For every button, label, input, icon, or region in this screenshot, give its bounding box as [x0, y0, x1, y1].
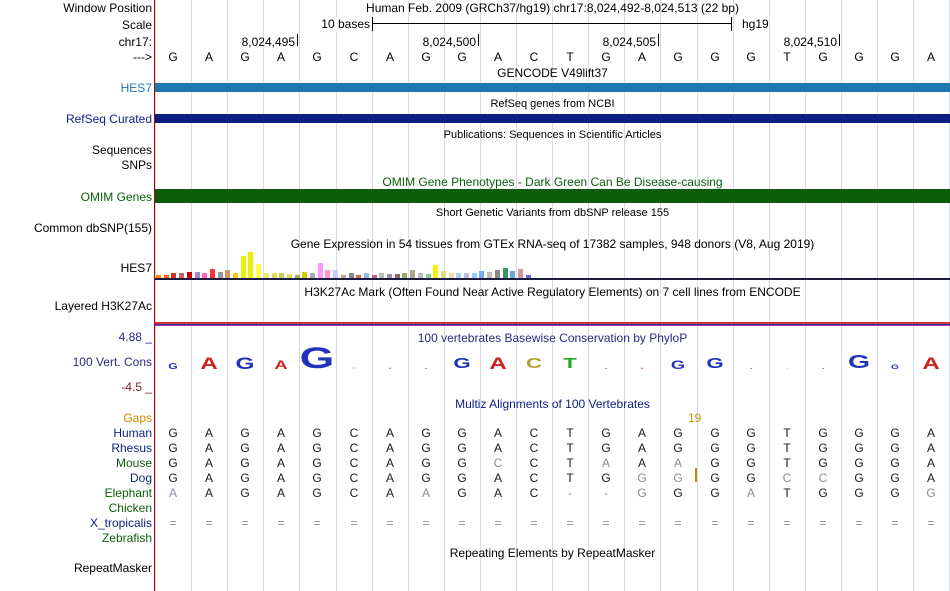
alignment-base-human: A: [926, 426, 935, 440]
alignment-base-dog: G: [637, 471, 647, 485]
alignment-base-elephant: -: [604, 486, 608, 500]
alignment-base-x_tropicalis: =: [313, 516, 321, 530]
phylop-letter: G: [453, 356, 471, 372]
alignment-base-human: G: [673, 426, 683, 440]
alignment-base-rhesus: G: [421, 441, 431, 455]
ruler-tick: [839, 34, 840, 46]
h3k27ac-track-title[interactable]: H3K27Ac Mark (Often Found Near Active Regulatory Elements) on 7 cell lines from ENCODE: [304, 285, 801, 299]
alignment-base-human: A: [204, 426, 213, 440]
track-label-vert-cons[interactable]: 100 Vert. Cons: [72, 355, 152, 369]
alignment-base-x_tropicalis: =: [711, 516, 719, 530]
alignment-base-elephant: A: [385, 486, 394, 500]
alignment-base-mouse: G: [854, 456, 864, 470]
alignment-base-rhesus: T: [783, 441, 791, 455]
alignment-base-elephant: A: [204, 486, 213, 500]
track-label-window-position[interactable]: Window Position: [63, 1, 152, 15]
alignment-base-dog: A: [276, 471, 285, 485]
phylop-letter: G: [168, 362, 178, 371]
alignment-base-human: G: [710, 426, 720, 440]
alignment-base-mouse: A: [204, 456, 213, 470]
phylop-letter: G: [604, 368, 608, 370]
alignment-base-dog: G: [746, 471, 756, 485]
gtex-tissue-bar[interactable]: [441, 271, 446, 278]
alignment-base-human: A: [385, 426, 394, 440]
ruler-tick-label: 8,024,495: [241, 35, 295, 49]
base-letter: G: [421, 50, 431, 64]
alignment-base-rhesus: G: [818, 441, 828, 455]
gtex-tissue-bar[interactable]: [518, 269, 523, 278]
alignment-base-rhesus: A: [276, 441, 285, 455]
alignment-base-rhesus: T: [566, 441, 574, 455]
alignment-base-mouse: C: [349, 456, 359, 470]
track-label-strand[interactable]: --->: [133, 50, 152, 64]
phylop-letter: A: [640, 368, 644, 370]
ruler-tick: [478, 34, 479, 46]
alignment-base-dog: G: [710, 471, 720, 485]
alignment-base-x_tropicalis: =: [169, 516, 177, 530]
track-label-gaps[interactable]: Gaps: [123, 411, 152, 425]
phylop-letter: T: [563, 356, 577, 372]
track-label-scale[interactable]: Scale: [121, 18, 152, 32]
publications-track-title[interactable]: Publications: Sequences in Scientific Articles: [443, 129, 662, 141]
alignment-base-x_tropicalis: =: [674, 516, 682, 530]
alignment-base-human: G: [890, 426, 900, 440]
position-title: Human Feb. 2009 (GRCh37/hg19) chr17:8,024,492-8,024,513 (22 bp): [366, 1, 739, 15]
alignment-base-x_tropicalis: =: [422, 516, 430, 530]
alignment-base-mouse: G: [818, 456, 828, 470]
gtex-track-title[interactable]: Gene Expression in 54 tissues from GTEx RNA-seq of 17382 samples, 948 donors (V8, Aug 2019): [290, 237, 815, 251]
phylop-letter: C: [352, 367, 356, 370]
alignment-base-rhesus: C: [349, 441, 359, 455]
alignment-base-elephant: A: [493, 486, 502, 500]
gtex-tissue-bar[interactable]: [248, 252, 253, 278]
phylop-track-title[interactable]: 100 vertebrates Basewise Conservation by PhyloP: [417, 331, 688, 345]
alignment-base-dog: G: [240, 471, 250, 485]
alignment-base-mouse: A: [276, 456, 285, 470]
alignment-base-elephant: G: [637, 486, 647, 500]
alignment-base-human: A: [493, 426, 502, 440]
alignment-base-x_tropicalis: =: [277, 516, 285, 530]
gtex-tissue-bar[interactable]: [241, 256, 246, 278]
alignment-base-rhesus: G: [168, 441, 178, 455]
alignment-base-elephant: G: [673, 486, 683, 500]
omim-feature[interactable]: [155, 189, 950, 203]
track-label-rhesus[interactable]: Rhesus: [111, 441, 152, 455]
base-letter: T: [566, 50, 574, 64]
alignment-base-x_tropicalis: =: [530, 516, 538, 530]
track-label-sequences[interactable]: Sequences: [91, 143, 152, 157]
track-label-human[interactable]: Human: [113, 426, 152, 440]
alignment-base-rhesus: G: [673, 441, 683, 455]
phylop-letter: G: [235, 355, 255, 373]
insertion-marker: [695, 468, 697, 482]
alignment-base-mouse: G: [240, 456, 250, 470]
alignment-base-x_tropicalis: =: [602, 516, 610, 530]
alignment-base-dog: G: [457, 471, 467, 485]
alignment-base-mouse: G: [168, 456, 178, 470]
alignment-base-rhesus: G: [890, 441, 900, 455]
alignment-base-dog: G: [168, 471, 178, 485]
alignment-base-elephant: C: [529, 486, 539, 500]
track-label-hes7-gtex[interactable]: HES7: [120, 261, 152, 275]
track-label-x-tropicalis[interactable]: X_tropicalis: [89, 516, 152, 530]
alignment-base-x_tropicalis: =: [205, 516, 213, 530]
alignment-base-mouse: G: [312, 456, 322, 470]
base-letter: G: [168, 50, 178, 64]
alignment-base-x_tropicalis: =: [855, 516, 863, 530]
gtex-tissue-bar[interactable]: [210, 269, 215, 278]
gtex-tissue-bar[interactable]: [256, 264, 261, 278]
base-letter: G: [457, 50, 467, 64]
phylop-letter: G: [299, 342, 335, 375]
alignment-base-rhesus: G: [854, 441, 864, 455]
base-letter: A: [637, 50, 646, 64]
phylop-letter: C: [525, 356, 543, 372]
phylop-letter: A: [922, 355, 940, 373]
gtex-tissue-bar[interactable]: [495, 270, 500, 278]
alignment-base-elephant: -: [568, 486, 572, 500]
alignment-base-elephant: A: [746, 486, 755, 500]
base-letter: G: [710, 50, 720, 64]
alignment-base-x_tropicalis: =: [494, 516, 502, 530]
alignment-base-rhesus: C: [529, 441, 539, 455]
scale-bar: [372, 17, 732, 31]
track-label-repeatmasker[interactable]: RepeatMasker: [73, 561, 152, 575]
ruler-tick-label: 8,024,500: [422, 35, 476, 49]
alignment-base-mouse: C: [529, 456, 539, 470]
track-label-zebrafish[interactable]: Zebrafish: [101, 531, 152, 545]
alignment-base-x_tropicalis: =: [386, 516, 394, 530]
alignment-base-dog: G: [312, 471, 322, 485]
base-letter: G: [746, 50, 756, 64]
alignment-base-mouse: A: [385, 456, 394, 470]
h3k27ac-signal-purple: [155, 325, 950, 326]
phylop-letter: G: [847, 352, 871, 373]
gtex-tissue-bar[interactable]: [503, 268, 508, 278]
alignment-base-dog: G: [601, 471, 611, 485]
phylop-conservation-logo[interactable]: [155, 340, 950, 376]
alignment-base-human: G: [421, 426, 431, 440]
alignment-base-rhesus: A: [493, 441, 502, 455]
base-letter: A: [204, 50, 213, 64]
alignment-base-x_tropicalis: =: [783, 516, 791, 530]
alignment-base-rhesus: A: [637, 441, 646, 455]
alignment-base-mouse: C: [493, 456, 503, 470]
alignment-base-dog: A: [385, 471, 394, 485]
alignment-base-dog: G: [673, 471, 683, 485]
alignment-base-human: C: [349, 426, 359, 440]
phylop-letter: G: [891, 364, 899, 371]
track-label-mouse[interactable]: Mouse: [115, 456, 152, 470]
alignment-base-elephant: G: [854, 486, 864, 500]
phylop-letter: G: [749, 368, 753, 370]
track-label-phylop-max[interactable]: 4.88 _: [118, 330, 152, 344]
alignment-base-rhesus: G: [457, 441, 467, 455]
alignment-base-human: G: [168, 426, 178, 440]
base-letter: G: [673, 50, 683, 64]
hes7-gencode-feature[interactable]: [155, 83, 950, 92]
base-letter: G: [601, 50, 611, 64]
gtex-tissue-bar[interactable]: [325, 270, 330, 278]
alignment-base-rhesus: G: [710, 441, 720, 455]
gap-marker: 19: [688, 411, 702, 425]
alignment-base-mouse: A: [601, 456, 610, 470]
alignment-base-elephant: C: [349, 486, 359, 500]
alignment-base-human: C: [529, 426, 539, 440]
gtex-baseline: [155, 278, 950, 280]
alignment-base-mouse: G: [421, 456, 431, 470]
phylop-letter: G: [670, 358, 686, 372]
phylop-letter: A: [489, 355, 507, 373]
alignment-base-elephant: G: [457, 486, 467, 500]
alignment-base-elephant: G: [818, 486, 828, 500]
gtex-tissue-bar[interactable]: [479, 271, 484, 278]
base-letter: A: [926, 50, 935, 64]
alignment-base-x_tropicalis: =: [638, 516, 646, 530]
ruler-tick: [297, 34, 298, 46]
alignment-base-human: G: [240, 426, 250, 440]
base-letter: G: [854, 50, 864, 64]
alignment-base-x_tropicalis: =: [241, 516, 249, 530]
alignment-base-mouse: G: [746, 456, 756, 470]
alignment-base-mouse: A: [673, 456, 682, 470]
alignment-base-x_tropicalis: =: [927, 516, 935, 530]
track-label-common-dbsnp[interactable]: Common dbSNP(155): [33, 221, 152, 235]
alignment-base-dog: A: [493, 471, 502, 485]
alignment-base-dog: G: [890, 471, 900, 485]
ruler-tick: [658, 34, 659, 46]
gtex-tissue-bar[interactable]: [433, 265, 438, 278]
track-label-refseq[interactable]: RefSeq Curated: [65, 112, 152, 126]
scale-db-label: hg19: [742, 17, 769, 31]
track-label-phylop-min[interactable]: -4.5 _: [121, 380, 152, 394]
alignment-base-mouse: G: [890, 456, 900, 470]
ruler-tick-label: 8,024,505: [602, 35, 656, 49]
phylop-letter: A: [388, 368, 392, 370]
gtex-tissue-bar[interactable]: [333, 270, 338, 278]
track-label-chrom[interactable]: chr17:: [118, 35, 152, 49]
gencode-track-title[interactable]: GENCODE V49lift37: [497, 66, 608, 80]
alignment-base-elephant: T: [783, 486, 791, 500]
alignment-base-rhesus: G: [746, 441, 756, 455]
scale-label: 10 bases: [316, 17, 370, 31]
alignment-base-elephant: G: [926, 486, 936, 500]
track-label-layered-h3k27ac[interactable]: Layered H3K27Ac: [54, 299, 152, 313]
base-letter: G: [312, 50, 322, 64]
alignment-base-x_tropicalis: =: [891, 516, 899, 530]
base-letter: A: [276, 50, 285, 64]
alignment-base-x_tropicalis: =: [819, 516, 827, 530]
phylop-letter: G: [424, 368, 428, 370]
base-letter: C: [529, 50, 539, 64]
alignment-base-human: G: [601, 426, 611, 440]
alignment-base-x_tropicalis: =: [350, 516, 358, 530]
alignment-base-mouse: A: [926, 456, 935, 470]
base-letter: T: [783, 50, 791, 64]
track-label-omim[interactable]: OMIM Genes: [80, 190, 152, 204]
gtex-tissue-bar[interactable]: [225, 270, 230, 278]
alignment-base-x_tropicalis: =: [458, 516, 466, 530]
repeatmasker-track-title[interactable]: Repeating Elements by RepeatMasker: [449, 546, 656, 560]
alignment-base-rhesus: G: [601, 441, 611, 455]
base-letter: G: [890, 50, 900, 64]
alignment-base-x_tropicalis: =: [566, 516, 574, 530]
phylop-letter: G: [706, 356, 724, 372]
alignment-base-dog: C: [529, 471, 539, 485]
alignment-base-human: G: [854, 426, 864, 440]
track-label-chicken[interactable]: Chicken: [108, 501, 152, 515]
alignment-base-dog: G: [854, 471, 864, 485]
alignment-base-dog: C: [349, 471, 359, 485]
refseq-track-title[interactable]: RefSeq genes from NCBI: [490, 98, 615, 110]
alignment-base-elephant: A: [168, 486, 177, 500]
alignment-base-mouse: G: [457, 456, 467, 470]
alignment-base-rhesus: G: [312, 441, 322, 455]
alignment-base-x_tropicalis: =: [747, 516, 755, 530]
alignment-base-mouse: G: [710, 456, 720, 470]
alignment-base-elephant: A: [276, 486, 285, 500]
alignment-base-rhesus: A: [926, 441, 935, 455]
alignment-base-elephant: G: [312, 486, 322, 500]
phylop-letter: A: [200, 355, 218, 373]
alignment-base-mouse: T: [783, 456, 791, 470]
alignment-base-human: G: [746, 426, 756, 440]
track-label-elephant[interactable]: Elephant: [104, 486, 152, 500]
phylop-letter: T: [786, 368, 788, 370]
browser-image[interactable]: [155, 0, 950, 591]
alignment-base-dog: T: [566, 471, 574, 485]
alignment-base-human: T: [566, 426, 574, 440]
base-letter: A: [493, 50, 502, 64]
alignment-base-dog: A: [204, 471, 213, 485]
gtex-tissue-bar[interactable]: [510, 271, 515, 278]
refseq-feature[interactable]: [155, 114, 950, 123]
track-label-column: [0, 0, 154, 591]
alignment-base-human: G: [457, 426, 467, 440]
alignment-base-elephant: A: [421, 486, 430, 500]
multiz-track-title[interactable]: Multiz Alignments of 100 Vertebrates: [455, 397, 650, 411]
alignment-base-rhesus: A: [385, 441, 394, 455]
base-letter: G: [240, 50, 250, 64]
base-letter: G: [818, 50, 828, 64]
alignment-base-human: G: [818, 426, 828, 440]
gtex-tissue-bar[interactable]: [318, 263, 323, 278]
phylop-letter: A: [274, 358, 288, 372]
ruler-tick-label: 8,024,510: [783, 35, 837, 49]
gtex-tissue-bar[interactable]: [410, 270, 415, 278]
base-letter: C: [349, 50, 359, 64]
omim-track-title[interactable]: OMIM Gene Phenotypes - Dark Green Can Be Disease-causing: [382, 175, 723, 189]
alignment-base-elephant: G: [710, 486, 720, 500]
base-letter: A: [385, 50, 394, 64]
gtex-expression-bars[interactable]: [155, 250, 950, 278]
alignment-base-human: A: [276, 426, 285, 440]
alignment-base-dog: C: [782, 471, 792, 485]
track-label-snps[interactable]: SNPs: [121, 158, 152, 172]
alignment-base-human: T: [783, 426, 791, 440]
dbsnp-track-title[interactable]: Short Genetic Variants from dbSNP release 155: [435, 207, 670, 219]
alignment-base-rhesus: A: [204, 441, 213, 455]
alignment-base-elephant: G: [890, 486, 900, 500]
alignment-base-mouse: T: [566, 456, 574, 470]
alignment-base-dog: C: [818, 471, 828, 485]
alignment-base-dog: A: [926, 471, 935, 485]
track-label-hes7-gencode[interactable]: HES7: [120, 81, 152, 95]
alignment-base-mouse: A: [637, 456, 646, 470]
alignment-base-elephant: G: [240, 486, 250, 500]
alignment-base-dog: G: [421, 471, 431, 485]
alignment-base-human: A: [637, 426, 646, 440]
alignment-base-rhesus: G: [240, 441, 250, 455]
alignment-base-human: G: [312, 426, 322, 440]
phylop-letter: G: [821, 368, 825, 370]
track-label-dog[interactable]: Dog: [129, 471, 152, 485]
